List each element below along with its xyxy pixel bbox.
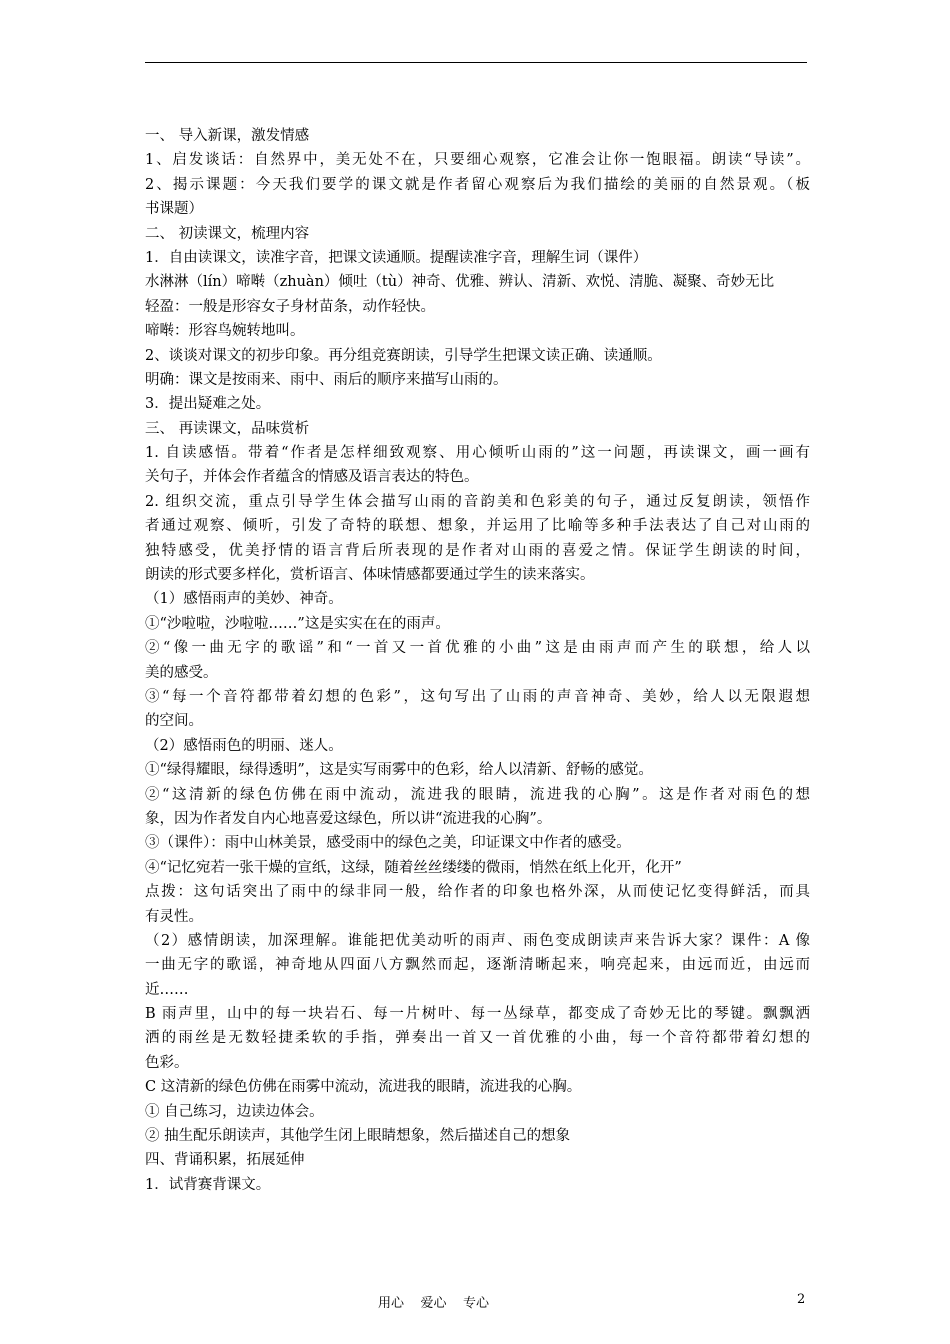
page-footer — [0, 1292, 950, 1312]
text-line: 有灵性。 — [145, 908, 203, 925]
text-line: 美的感受。 — [145, 664, 218, 681]
footer-motto: 用心 爱心 专心 — [378, 1296, 490, 1311]
text-line: 的空间。 — [145, 713, 203, 730]
text-line: 三、 再读课文，品味赏析 — [145, 420, 310, 437]
text-line: 2、揭示课题：今天我们要学的课文就是作者留心观察后为我们描绘的美丽的自然景观。（板 — [145, 176, 810, 193]
text-line: 1．自由读课文，读准字音，把课文读通顺。提醒读准字音，理解生词（课件） — [145, 249, 648, 266]
text-line: 一、 导入新课，激发情感 — [145, 128, 310, 144]
text-line: （2）感情朗读，加深理解。谁能把优美动听的雨声、雨色变成朗读声来告诉大家？课件：A 像 — [145, 932, 810, 949]
text-line: （2）感悟雨色的明丽、迷人。 — [145, 737, 343, 754]
text-line: 关句子，并体会作者蕴含的情感及语言表达的特色。 — [145, 469, 479, 486]
text-line: ① 自己练习，边读边体会。 — [145, 1103, 324, 1120]
text-line: 朗读的形式要多样化，赏析语言、体味情感都要通过学生的读来落实。 — [145, 567, 595, 584]
text-line: ③（课件）：雨中山林美景，感受雨中的绿色之美，印证课文中作者的感受。 — [145, 835, 631, 852]
text-line: C 这清新的绿色仿佛在雨雾中流动，流进我的眼睛，流进我的心胸。 — [145, 1079, 582, 1096]
text-line: 啼啭：形容鸟婉转地叫。 — [145, 323, 305, 340]
text-line: B 雨声里，山中的每一块岩石、每一片树叶、每一丛绿草，都变成了奇妙无比的琴键。飘飘洒 — [145, 1006, 810, 1023]
text-line: 书课题） — [145, 201, 203, 218]
header-rule — [145, 62, 807, 63]
text-line: 一曲无字的歌谣，神奇地从四面八方飘然而起，逐渐清晰起来，响亮起来，由远而近，由远而 — [145, 957, 810, 974]
text-line: ②“这清新的绿色仿佛在雨中流动，流进我的眼睛，流进我的心胸”。这是作者对雨色的想 — [145, 786, 810, 803]
text-line: 独特感受，优美抒情的语言背后所表现的是作者对山雨的喜爱之情。保证学生朗读的时间， — [145, 542, 810, 559]
text-line: 洒的雨丝是无数轻捷柔软的手指，弹奏出一首又一首优雅的小曲，每一个音符都带着幻想的 — [145, 1030, 810, 1047]
text-line: 水淋淋（lín）啼啭（zhuàn）倾吐（tù）神奇、优雅、辨认、清新、欢悦、清脆、凝聚、奇妙无比 — [145, 274, 775, 291]
text-line: ③“每一个音符都带着幻想的色彩”，这句写出了山雨的声音神奇、美妙，给人以无限遐想 — [145, 688, 810, 705]
document-body — [145, 124, 810, 1197]
text-line: ② 抽生配乐朗读声，其他学生闭上眼睛想象，然后描述自己的想象 — [145, 1128, 571, 1145]
page-number: 2 — [797, 1292, 806, 1307]
text-line: 象，因为作者发自内心地喜爱这绿色，所以讲“流进我的心胸”。 — [145, 810, 552, 827]
text-line: ①“沙啦啦，沙啦啦……”这是实实在在的雨声。 — [145, 615, 450, 632]
text-line: 二、 初读课文，梳理内容 — [145, 225, 310, 242]
text-line: ①“绿得耀眼，绿得透明”，这是实写雨雾中的色彩，给人以清新、舒畅的感觉。 — [145, 762, 653, 779]
text-line: 四、背诵积累，拓展延伸 — [145, 1152, 305, 1169]
text-line: 2、谈谈对课文的初步印象。再分组竞赛朗读，引导学生把课文读正确、读通顺。 — [145, 347, 662, 364]
text-line: 色彩。 — [145, 1054, 189, 1071]
text-line: 近…… — [145, 981, 189, 998]
text-line: 2. 组织交流，重点引导学生体会描写山雨的音韵美和色彩美的句子，通过反复朗读，领悟作 — [145, 493, 810, 510]
text-line: 点拨：这句话突出了雨中的绿非同一般，给作者的印象也格外深，从而使记忆变得鲜活，而具 — [145, 884, 810, 901]
text-line: 3．提出疑难之处。 — [145, 396, 271, 413]
text-line: 1、启发谈话：自然界中，美无处不在，只要细心观察，它准会让你一饱眼福。朗读“导读”。 — [145, 152, 810, 169]
text-line: 明确：课文是按雨来、雨中、雨后的顺序来描写山雨的。 — [145, 371, 508, 388]
text-line: 1. 自读感悟。带着“作者是怎样细致观察、用心倾听山雨的”这一问题，再读课文，画一画有 — [145, 445, 810, 462]
text-line: 者通过观察、倾听，引发了奇特的联想、想象，并运用了比喻等多种手法表达了自己对山雨的 — [145, 518, 810, 535]
text-line: ②“像一曲无字的歌谣”和“一首又一首优雅的小曲”这是由雨声而产生的联想，给人以 — [145, 640, 810, 657]
text-line: 轻盈：一般是形容女子身材苗条，动作轻快。 — [145, 298, 435, 315]
text-line: 1．试背赛背课文。 — [145, 1176, 271, 1193]
text-line: ④“记忆宛若一张干燥的宣纸，这绿，随着丝丝缕缕的微雨，悄然在纸上化开，化开” — [145, 859, 682, 876]
text-line: （1）感悟雨声的美妙、神奇。 — [145, 591, 343, 608]
